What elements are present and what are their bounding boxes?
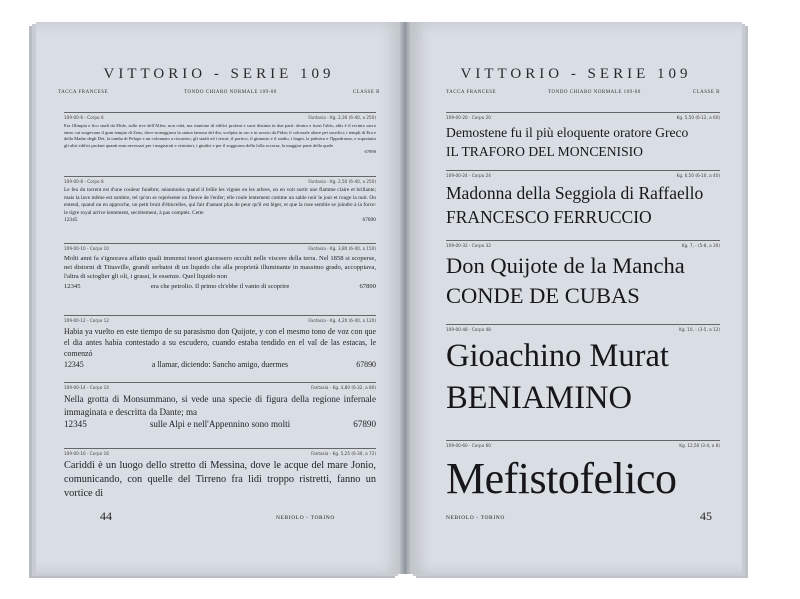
specimen-code: 109-00-20 - Corpo 20: [446, 115, 491, 120]
publisher-footer: NEBIOLO - TORINO: [276, 515, 335, 521]
specimen-line-1: Madonna della Seggiola di Raffaello: [446, 183, 704, 203]
specimen-price: Fantasia - Kg. 2,30 (6-40, a 250): [308, 115, 376, 120]
specimen-text: Era Olimpia e lico studi da Elide, sulle rive dell'Alfeo; non città, ma riunione di edifici profani e sacri distinta in due parti: dentro e fuori l'altis; altis è il recinto sacro entro cui sorgevano il gran tempio di Zeus, dove troneggiava la statua famosa del dio, scolpita in oro e in avorio da Fidia; il colossale altare pei sacrifici; i templi di Era e della Madre degli Dei, la tomba di Pelope e un colonnato a riscontro, gli stadii ed i tesori, il portico, il ginnasio e il stadio, i bagni, la palestra e l'Ippodromo, e sopratutto gli altri edifici profani quanti eran necessari per i magistrati e visitatori, i giudici e per il soggiorno della folla accorsa, la maggior parte della quale: [64, 123, 376, 148]
specimen-corpo-24: [446, 170, 720, 229]
page-number: 45: [700, 509, 712, 523]
specimen-corpo-14: [64, 382, 376, 431]
digits-right: 67890: [353, 419, 376, 429]
subhead-left: TACCA FRANCESE: [58, 90, 109, 95]
digits-left: 12345: [64, 360, 84, 369]
specimen-text: Habia ya vuelto en este tiempo de su parasismo don Quijote, y con el mesmo tono de voz con que el dia antes había contestado a su escudero, cuando estaba tendido en el val de las estacas, le comenzó: [64, 327, 376, 358]
specimen-code: 109-00-14 - Corpo 14: [64, 385, 109, 390]
subhead-left: TACCA FRANCESE: [446, 90, 497, 95]
specimen-code: 109-00-12 - Corpo 12: [64, 318, 109, 323]
specimen-code: 109-00-32 - Corpo 32: [446, 243, 491, 248]
specimen-price: Kg. 6,50 (6-10, a 40): [676, 173, 720, 178]
digits-right: 67890: [362, 217, 376, 224]
specimen-corpo-32: [446, 240, 720, 311]
left-page: [36, 22, 402, 574]
specimen-code: 109-00-48 - Corpo 48: [446, 327, 491, 332]
specimen-text: Molti anni fa s'ignorava affatto quali immensi tesori giacessero occulti nelle viscere della terra. Nel 1858 si scoperse, nei distorni di Titusville, grandi serbatoi di un liquido che alla proprietà illuminante in massimo grado, accoppiava, l'altra di scioglier gli oli, i grassi, le essenze. Quel liquido non: [64, 255, 376, 281]
specimen-line-2: CONDE DE CUBAS: [446, 283, 640, 308]
digits-mid: era che petrolio. Il primo ch'ebbe il vanto di scoprire: [150, 282, 290, 290]
page-number: 44: [100, 509, 112, 523]
subhead-center: TONDO CHIARO NORMALE 109-00: [184, 90, 277, 95]
subhead: [446, 90, 720, 95]
specimen-price: Kg. 12,50 (3-4, a 8): [679, 443, 720, 448]
specimen-code: 109-00-60 - Corpo 60: [446, 443, 491, 448]
specimen-text: Le feu du torrent est d'une couleur funèbre; néanmoins quand il brûle les vignes en les arbres, on en voit sortir une flamme claire et brillante; mais la lave même est sombre, tel qu'on se représente un fleuve de l'enfer; elle roule lentement comme un sable noir le jour et rouge la nuit. On entend, quand on en approche, un petit bruit d'étincelles, qui fait d'autant plus de peur qu'il est léger, et que la ruse semble se joindre à la force: le tigre royal arrive lentement, secrètement, à pas comptés. Cette: [64, 187, 376, 216]
digits-right: 67890: [364, 149, 376, 155]
specimen-code: 109-00-16 - Corpo 16: [64, 451, 109, 456]
specimen-text: Cariddi è un luogo dello stretto di Messina, dove le acque del mare Jonio, comunicando, con quelle del Tirreno fra lidi troppo ristretti, fanno un vortice di: [64, 460, 376, 499]
specimen-price: Kg. 5,50 (6-12, a 60): [676, 115, 720, 120]
specimen-corpo-10: [64, 243, 376, 291]
digits-right: 67890: [359, 282, 376, 290]
specimen-price: Kg. 10, - (3-5, a 12): [679, 327, 720, 332]
digits-right: 67890: [356, 360, 376, 369]
specimen-price: Fantasia - Kg. 4,20 (6-40, a 120): [308, 318, 376, 323]
specimen-line-2: BENIAMINO: [446, 380, 632, 416]
specimen-price: Kg. 7, - (5-8, a 30): [681, 243, 720, 248]
subhead-right: CLASSE B: [352, 90, 380, 95]
specimen-corpo-12: [64, 315, 376, 370]
specimen-column: [64, 112, 376, 522]
specimen-corpo-16: [64, 448, 376, 500]
specimen-price: Fantasia - Kg. 3,80 (6-40, a 150): [308, 246, 376, 251]
running-head: VITTORIO - SERIE 109: [460, 66, 692, 82]
specimen-column: [446, 112, 720, 532]
specimen-price: Fantasia - Kg. 4,80 (6-32, a 80): [311, 385, 376, 390]
specimen-corpo-6: [64, 112, 376, 156]
digits-left: 12345: [64, 217, 78, 224]
specimen-corpo-20: [446, 112, 720, 161]
subhead-right: CLASSE B: [692, 90, 720, 95]
right-page: [410, 22, 742, 574]
digits-left: 12345: [64, 282, 81, 290]
digits-left: 12345: [64, 419, 87, 429]
specimen-corpo-8: [64, 176, 376, 225]
digits-mid: sulle Alpi e nell'Appennino sono molti: [149, 419, 291, 429]
specimen-text: Nella grotta di Monsummano, si vede una specie di figura della regione infernale immaginata e descritta da Dante; ma: [64, 394, 376, 417]
specimen-line-1: Mefistofelico: [446, 454, 677, 503]
specimen-price: Fantasia - Kg. 5,25 (6-30, a 72): [311, 451, 376, 456]
publisher-footer: NEBIOLO - TORINO: [446, 515, 505, 521]
digits-mid: a llamar, diciendo: Sancho amigo, duermes: [151, 360, 289, 369]
specimen-corpo-48: [446, 324, 720, 419]
running-head: VITTORIO - SERIE 109: [103, 66, 335, 82]
specimen-line-1: Gioachino Murat: [446, 338, 669, 374]
subhead: [58, 90, 380, 95]
specimen-code: 109-00-6 - Corpo 6: [64, 115, 104, 120]
specimen-line-1: Demostene fu il più eloquente oratore Greco: [446, 125, 689, 140]
specimen-line-2: FRANCESCO FERRUCCIO: [446, 207, 652, 227]
specimen-price: Fantasia - Kg. 2,50 (6-40, a 250): [308, 179, 376, 184]
specimen-corpo-60: [446, 440, 720, 507]
specimen-line-1: Don Quijote de la Mancha: [446, 253, 685, 278]
specimen-code: 109-00-8 - Corpo 8: [64, 179, 104, 184]
specimen-code: 109-00-24 - Corpo 24: [446, 173, 491, 178]
subhead-center: TONDO CHIARO NORMALE 109-00: [548, 90, 641, 95]
specimen-code: 109-00-10 - Corpo 10: [64, 246, 109, 251]
specimen-line-2: IL TRAFORO DEL MONCENISIO: [446, 144, 643, 159]
